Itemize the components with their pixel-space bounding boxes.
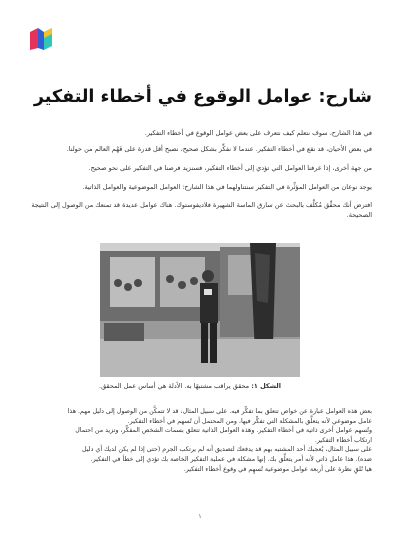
- body-line: بعض هذه العوامل عبارة عن خواص تتعلق بما تفكِّر فيه. على سبيل المثال، قد لا تتمكَّن من الوصول إلى دليل مهم. هذا: [67, 408, 372, 415]
- body-line: ضده). هذا عامل ذاتي لأنه أمر يتعلَّق بك. إنها مشكلة في عملية التفكير الخاصة بك تؤدي إلى خطأ في التفكير.: [90, 455, 372, 463]
- intro-paragraph: في هذا الشارح، سوف نتعلم كيف نتعرف على بعض عوامل الوقوع في أخطاء التفكير.: [144, 129, 372, 137]
- body-line: هيا نُلقِ نظرة على أربعة عوامل موضوعية تُسهِم في وقوع أخطاء التفكير.: [183, 465, 372, 473]
- body-line: ارتكاب أخطاء التفكير.: [314, 436, 372, 444]
- paragraph-2: من جهة أخرى، إذا عرفنا العوامل التي تؤدي إلى أخطاء التفكير، فسنزيد فرصنا في التفكير على نحو صحيح.: [88, 164, 372, 172]
- caption-text: محقق يراقب مشتبهًا به. الأدلة هي أساس عمل المحقق.: [99, 382, 250, 390]
- paragraph-4: افترض أنك محقِّق مُكلَّف بالبحث عن سارق الماسة الشهيرة فلاديفوستوك. هناك عوامل عديدة قد تمنعك من الوصول إلى النتيجة الصحيحة.: [31, 201, 372, 219]
- body-line: عامل موضوعي لأنه يتعلَّق بالمشكلة التي تفكِّر فيها، ومن المحتمل أن تُسهم في أخطاء التفكير.: [127, 417, 372, 425]
- body-text: [28, 407, 372, 474]
- page-number: ١: [198, 513, 202, 520]
- page-title: شارح: عوامل الوقوع في أخطاء التفكير: [33, 87, 372, 107]
- paragraph-1: في بعض الأحيان، قد نقع في أخطاء التفكير. عندما لا نفكِّر بشكل صحيح، نصبح أقل قدرة على فَهْم العالم من حولنا.: [66, 145, 372, 153]
- body-line: وتُسهم عوامل أخرى ذاتية في أخطاء التفكير. وهذه العوامل الذاتية تتعلق بسمات الشخص المفكِّر، وتزيد من احتمال: [75, 427, 372, 435]
- caption-label: الشكل ١:: [251, 382, 281, 390]
- paragraph-3: يوجد نوعان من العوامل المؤثِّرة في التفكير سنتناولهما في هذا الشارح: العوامل الموضوعية والعوامل الذاتية.: [82, 183, 372, 191]
- figure-caption: [90, 381, 290, 391]
- body-line: على سبيل المثال، يُعجبك أحد المشتبه بهم قد يدفعك لتصديق أنه لم يرتكب الجرم (حتى إذا لم يكن لديك أي دليل: [82, 446, 372, 454]
- detective-street-photo: [100, 243, 300, 377]
- nagwa-logo-icon: [28, 26, 54, 52]
